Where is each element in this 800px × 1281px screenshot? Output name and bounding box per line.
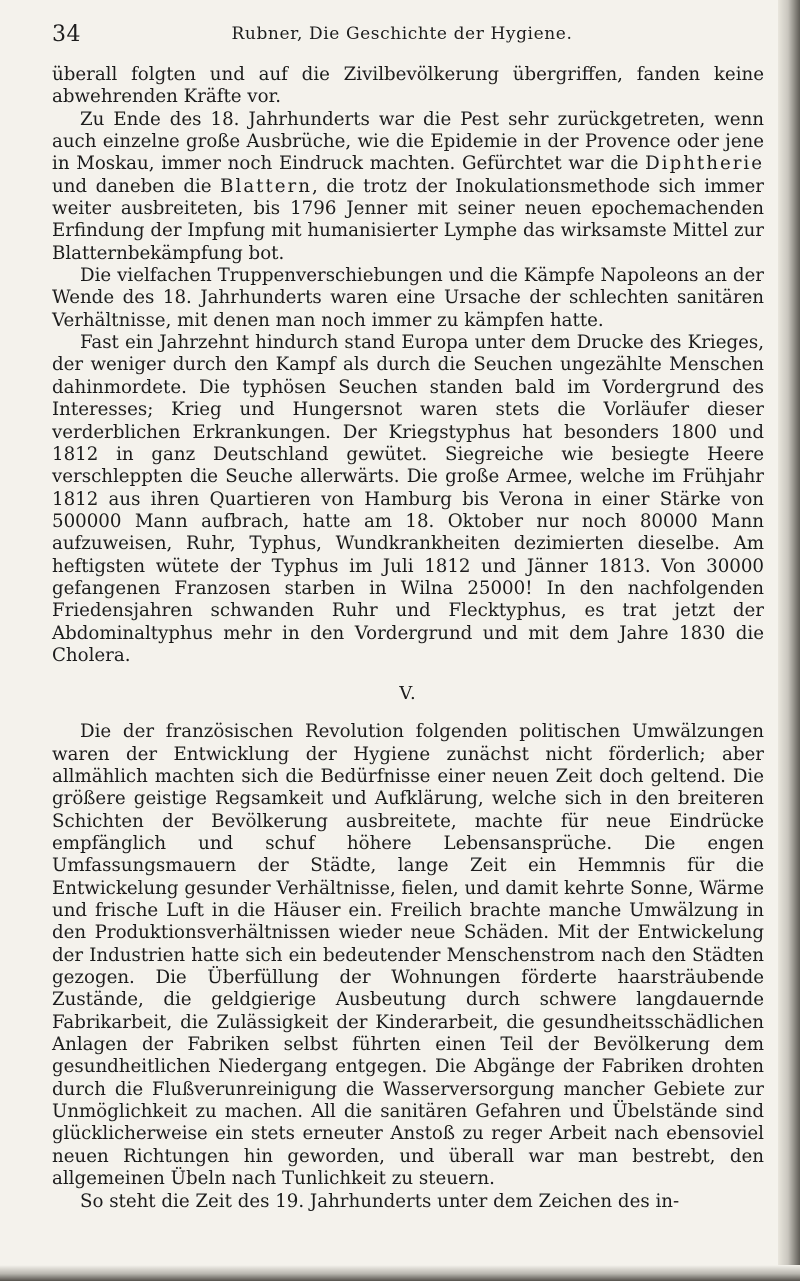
paragraph-continuation: überall folgten und auf die Zivilbevölkerung übergriffen, fanden keine abwehrenden Kräfte vor. — [52, 64, 764, 108]
paragraph-napoleon: Die vielfachen Truppenverschiebungen und die Kämpfe Napoleons an der Wende des 18. Jahrhunderts waren eine Ursache der schlechten sanitären Verhältnisse, mit denen man noch immer zu kämpfen hatte. — [52, 265, 764, 331]
paragraph-text: und daneben die — [52, 175, 221, 197]
body-text — [52, 64, 764, 1213]
paragraph-text: , die trotz der Inokulationsmethode sich immer weiter ausbreiteten, bis 1796 Jenner mit seiner neuen epochemachenden Erfindung der Impfung mit humanisierter Lymphe das wirksamste Mittel zur Blatternbekämpfung bot. — [52, 175, 764, 264]
paragraph-final-line: So steht die Zeit des 19. Jahrhunderts unter dem Zeichen des in- — [80, 1190, 680, 1212]
paragraph-text: Zu Ende des 18. Jahrhunderts war die Pest sehr zurückgetreten, wenn auch einzelne große Ausbrüche, wie die Epidemie in der Provence oder jene in Moskau, immer noch Eindruck machten. Gefürchtet war die — [52, 108, 764, 175]
running-head: Rubner, Die Geschichte der Hygiene. — [231, 24, 573, 44]
page-edge-shadow-bottom — [0, 1265, 800, 1281]
paragraph-pest-diphtherie-blattern — [52, 109, 764, 265]
page-edge-shadow-right — [778, 0, 800, 1281]
paragraph-revolution: Die der französischen Revolution folgenden politischen Umwälzungen waren der Entwicklung der Hygiene zunächst nicht förderlich; aber allmählich machten sich die Bedürfnisse einer neuen Zeit doch geltend. Die größere geistige Regsamkeit und Aufklärung, welche sich in den breiteren Schichten der Bevölkerung ausbreitete, machte für neue Eindrücke empfänglich und schuf höhere Lebensansprüche. Die engen Umfassungsmauern der Städte, lange Zeit ein Hemmnis für die Entwickelung gesunder Verhältnisse, fielen, und damit kehrte Sonne, Wärme und frische Luft in die Häuser ein. Freilich brachte manche Umwälzung in den Produktionsverhältnissen wieder neue Schäden. Mit der Entwickelung der Industrien hatte sich ein bedeutender Menschenstrom nach den Städten gezogen. Die Überfüllung der Wohnungen förderte haarsträubende Zustände, die geldgierige Ausbeutung durch schwere langdauernde Fabrikarbeit, die Zulässigkeit der Kinderarbeit, die gesundheitsschädlichen Anlagen der Fabriken selbst führten einen Teil der Bevölkerung dem gesundheitlichen Niedergang entgegen. Die Abgänge der Fabriken drohten durch die Flußverunreinigung die Wasserversorgung mancher Gebiete zur Unmöglichkeit zu machen. All die sanitären Gefahren und Übelstände sind glücklicherweise ein stets erneuter Anstoß zu reger Arbeit nach ebensoviel neuen Richtungen hin geworden, und überall war man bestrebt, den allgemeinen Übeln nach Tunlichkeit zu steuern. — [52, 721, 764, 1190]
page-header — [52, 20, 752, 50]
page-number: 34 — [52, 22, 81, 47]
emphasis-blattern: Blattern — [220, 175, 312, 197]
emphasis-diphtherie: Diphtherie — [645, 153, 764, 175]
paragraph-kriegstyphus: Fast ein Jahrzehnt hindurch stand Europa unter dem Drucke des Krieges, der weniger durch den Kampf als durch die Seuchen ungezählte Menschen dahinmordete. Die typhösen Seuchen standen bald im Vordergrund des Interesses; Krieg und Hungersnot waren stets die Vorläufer dieser verderblichen Erkrankungen. Der Kriegstyphus hat besonders 1800 und 1812 in ganz Deutschland gewütet. Siegreiche wie besiegte Heere verschleppten die Seuche allerwärts. Die große Armee, welche im Frühjahr 1812 aus ihren Quartieren von Hamburg bis Verona in einer Stärke von 500000 Mann aufbrach, hatte am 18. Oktober nur noch 80000 Mann aufzuweisen, Ruhr, Typhus, Wundkrankheiten dezimierten dieselbe. Am heftigsten wütete der Typhus im Juli 1812 und Jänner 1813. Von 30000 gefangenen Franzosen starben in Wilna 25000! In den nachfolgenden Friedensjahren schwanden Ruhr und Flecktyphus, es trat jetzt der Abdominaltyphus mehr in den Vordergrund und mit dem Jahre 1830 die Cholera. — [52, 332, 764, 666]
section-heading: V. — [399, 683, 417, 705]
